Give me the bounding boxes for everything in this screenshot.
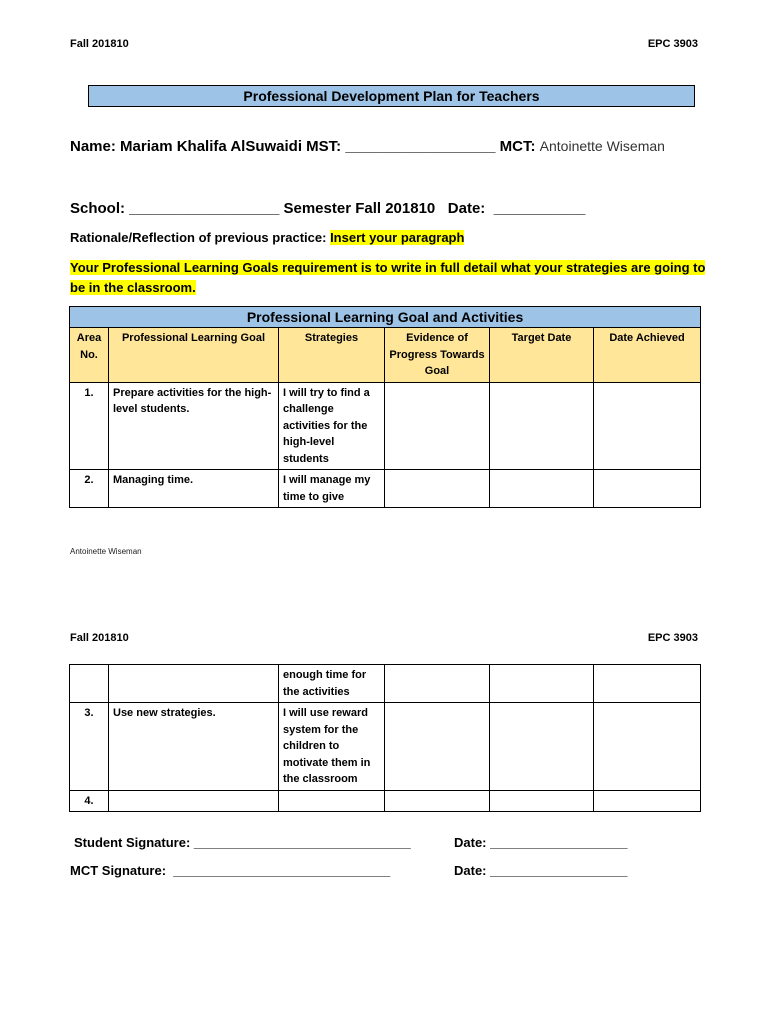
rationale-line xyxy=(70,230,464,245)
page2-header-course: EPC 3903 xyxy=(647,632,698,644)
header-strategies: Strategies xyxy=(279,328,385,383)
target-date-cell[interactable] xyxy=(490,665,594,703)
goals-table-page1 xyxy=(69,306,701,508)
target-date-cell[interactable] xyxy=(490,382,594,470)
strategy-cell[interactable] xyxy=(279,790,385,812)
strategy-cell[interactable]: I will manage my time to give xyxy=(279,470,385,508)
header-area-no: Area No. xyxy=(70,328,109,383)
header-date-achieved: Date Achieved xyxy=(594,328,701,383)
date-achieved-cell[interactable] xyxy=(594,665,701,703)
evidence-cell[interactable] xyxy=(385,790,490,812)
goals-requirement xyxy=(70,258,710,298)
goal-cell[interactable] xyxy=(109,665,279,703)
school-line: School: __________________ Semester Fall 201810 Date: ___________ xyxy=(70,200,586,217)
page-header-term: Fall 201810 xyxy=(70,38,129,50)
strategy-cell[interactable]: enough time for the activities xyxy=(279,665,385,703)
target-date-cell[interactable] xyxy=(490,703,594,791)
document-title: Professional Development Plan for Teachers xyxy=(88,85,695,107)
student-signature-line[interactable]: Student Signature: ______________________________ xyxy=(74,835,411,850)
rationale-label: Rationale/Reflection of previous practice: xyxy=(70,230,331,245)
name-line xyxy=(70,138,665,155)
goal-cell[interactable]: Managing time. xyxy=(109,470,279,508)
mct-name-value: Antoinette Wiseman xyxy=(539,138,665,154)
table-row xyxy=(70,790,701,812)
student-date-line[interactable]: Date: ___________________ xyxy=(454,835,628,850)
mct-date-line[interactable]: Date: ___________________ xyxy=(454,863,628,878)
header-learning-goal: Professional Learning Goal xyxy=(109,328,279,383)
table-title: Professional Learning Goal and Activities xyxy=(70,307,701,328)
table-row xyxy=(70,470,701,508)
area-no-cell: 3. xyxy=(70,703,109,791)
header-evidence: Evidence of Progress Towards Goal xyxy=(385,328,490,383)
goal-cell[interactable] xyxy=(109,790,279,812)
page-header-course: EPC 3903 xyxy=(647,38,698,50)
strategy-cell[interactable]: I will use reward system for the children to motivate them in the classroom xyxy=(279,703,385,791)
header-target-date: Target Date xyxy=(490,328,594,383)
target-date-cell[interactable] xyxy=(490,790,594,812)
goal-cell[interactable]: Prepare activities for the high-level students. xyxy=(109,382,279,470)
date-achieved-cell[interactable] xyxy=(594,470,701,508)
evidence-cell[interactable] xyxy=(385,470,490,508)
table-row xyxy=(70,703,701,791)
date-achieved-cell[interactable] xyxy=(594,382,701,470)
area-no-cell: 2. xyxy=(70,470,109,508)
goal-cell[interactable]: Use new strategies. xyxy=(109,703,279,791)
table-row xyxy=(70,382,701,470)
table-row xyxy=(70,665,701,703)
footer-signature-name: Antoinette Wiseman xyxy=(70,547,142,556)
area-no-cell: 1. xyxy=(70,382,109,470)
goals-requirement-text: Your Professional Learning Goals requirement is to write in full detail what your strategies are going to be in the classroom. xyxy=(70,260,706,295)
evidence-cell[interactable] xyxy=(385,703,490,791)
goals-table-page2 xyxy=(69,664,701,812)
target-date-cell[interactable] xyxy=(490,470,594,508)
page2-header-term: Fall 201810 xyxy=(70,632,129,644)
strategy-cell[interactable]: I will try to find a challenge activities for the high-level students xyxy=(279,382,385,470)
area-no-cell: 4. xyxy=(70,790,109,812)
date-achieved-cell[interactable] xyxy=(594,790,701,812)
evidence-cell[interactable] xyxy=(385,382,490,470)
name-label: Name: Mariam Khalifa AlSuwaidi MST: __________________ MCT: xyxy=(70,138,536,155)
area-no-cell xyxy=(70,665,109,703)
rationale-placeholder[interactable]: Insert your paragraph xyxy=(330,230,465,245)
date-achieved-cell[interactable] xyxy=(594,703,701,791)
mct-signature-line[interactable]: MCT Signature: ______________________________ xyxy=(70,863,391,878)
evidence-cell[interactable] xyxy=(385,665,490,703)
